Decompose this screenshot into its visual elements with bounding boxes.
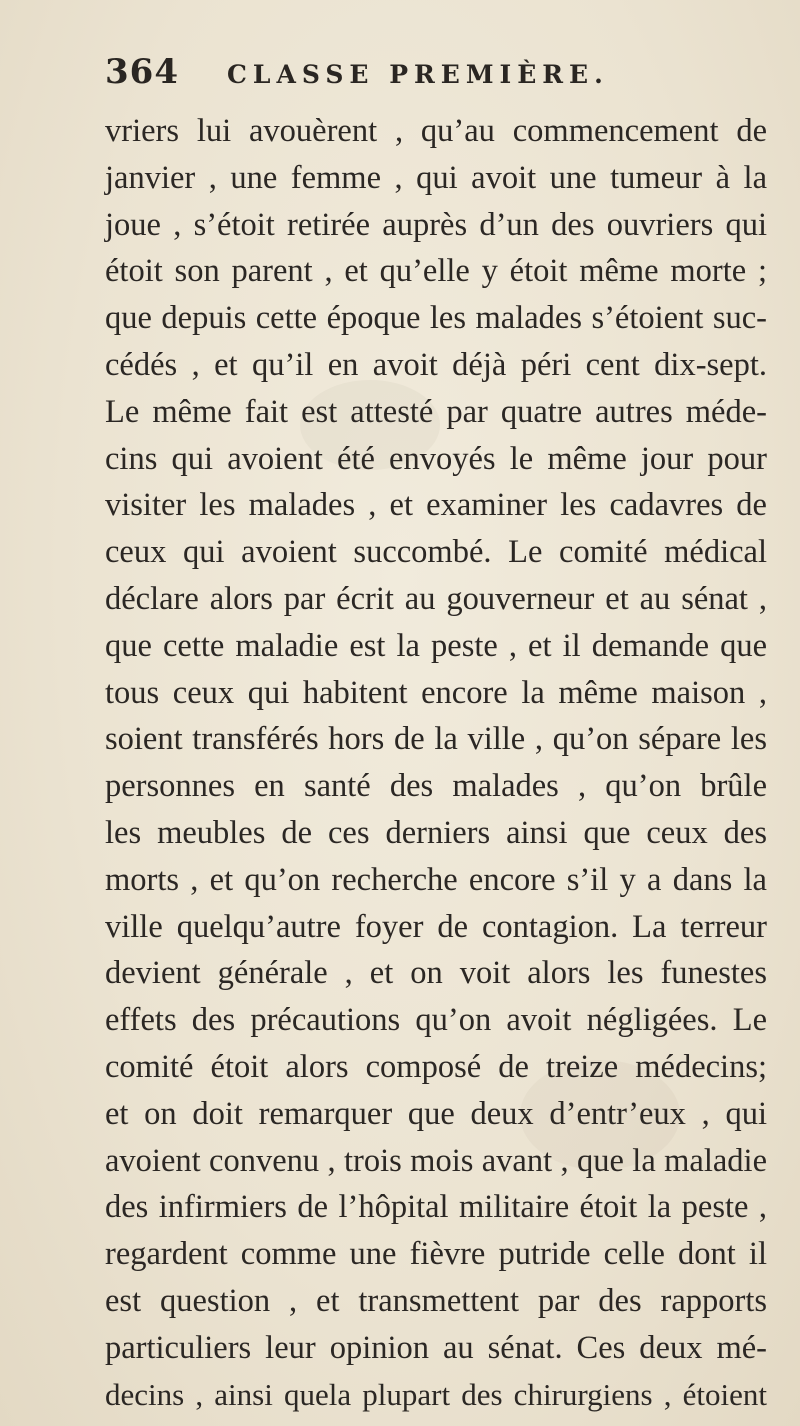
- text-line: que cette maladie est la peste , et il demande que: [105, 627, 767, 664]
- text-line: soient transférés hors de la ville , qu’on sépare les: [105, 721, 767, 758]
- text-line: vriers lui avouèrent , qu’au commencement de: [105, 113, 767, 149]
- text-line: est question , et transmettent par des rapports: [105, 1282, 767, 1319]
- text-line: les meubles de ces derniers ainsi que ceux des: [105, 814, 767, 851]
- text-line: cédés , et qu’il en avoit déjà péri cent dix-sept.: [105, 346, 767, 383]
- text-line: decins , ainsi quela plupart des chirurgiens , étoient: [105, 1376, 767, 1412]
- text-line: comité étoit alors composé de treize médecins;: [105, 1048, 767, 1085]
- text-line: tous ceux qui habitent encore la même maison ,: [105, 674, 767, 711]
- text-line: joue , s’étoit retirée auprès d’un des ouvriers qui: [105, 206, 767, 243]
- text-line: et on doit remarquer que deux d’entr’eux , qui: [105, 1095, 767, 1132]
- page-header: [105, 52, 765, 102]
- text-line: personnes en santé des malades , qu’on brûle: [105, 768, 767, 805]
- text-line: déclare alors par écrit au gouverneur et au sénat ,: [105, 580, 767, 617]
- text-line: des infirmiers de l’hôpital militaire étoit la peste ,: [105, 1189, 767, 1226]
- text-line: effets des précautions qu’on avoit négligées. Le: [105, 1002, 767, 1039]
- text-line: particuliers leur opinion au sénat. Ces deux mé-: [105, 1329, 767, 1366]
- text-line: devient générale , et on voit alors les funestes: [105, 955, 767, 992]
- text-line: janvier , une femme , qui avoit une tumeur à la: [105, 159, 767, 196]
- text-line: cins qui avoient été envoyés le même jour pour: [105, 440, 767, 477]
- text-line: morts , et qu’on recherche encore s’il y a dans la: [105, 861, 767, 898]
- body-text: [105, 108, 767, 1418]
- text-line: que depuis cette époque les malades s’étoient suc-: [105, 300, 767, 337]
- text-line: avoient convenu , trois mois avant , que la maladie: [105, 1142, 767, 1179]
- text-line: regardent comme une fièvre putride celle dont il: [105, 1236, 767, 1273]
- running-title: CLASSE PREMIÈRE.: [227, 60, 609, 89]
- page-number: 364: [105, 52, 179, 92]
- text-line: ceux qui avoient succombé. Le comité médical: [105, 534, 767, 571]
- text-line: Le même fait est attesté par quatre autres méde-: [105, 393, 767, 430]
- text-line: visiter les malades , et examiner les cadavres de: [105, 487, 767, 524]
- text-line: étoit son parent , et qu’elle y étoit même morte ;: [105, 253, 767, 290]
- text-line: ville quelqu’autre foyer de contagion. La terreur: [105, 908, 767, 945]
